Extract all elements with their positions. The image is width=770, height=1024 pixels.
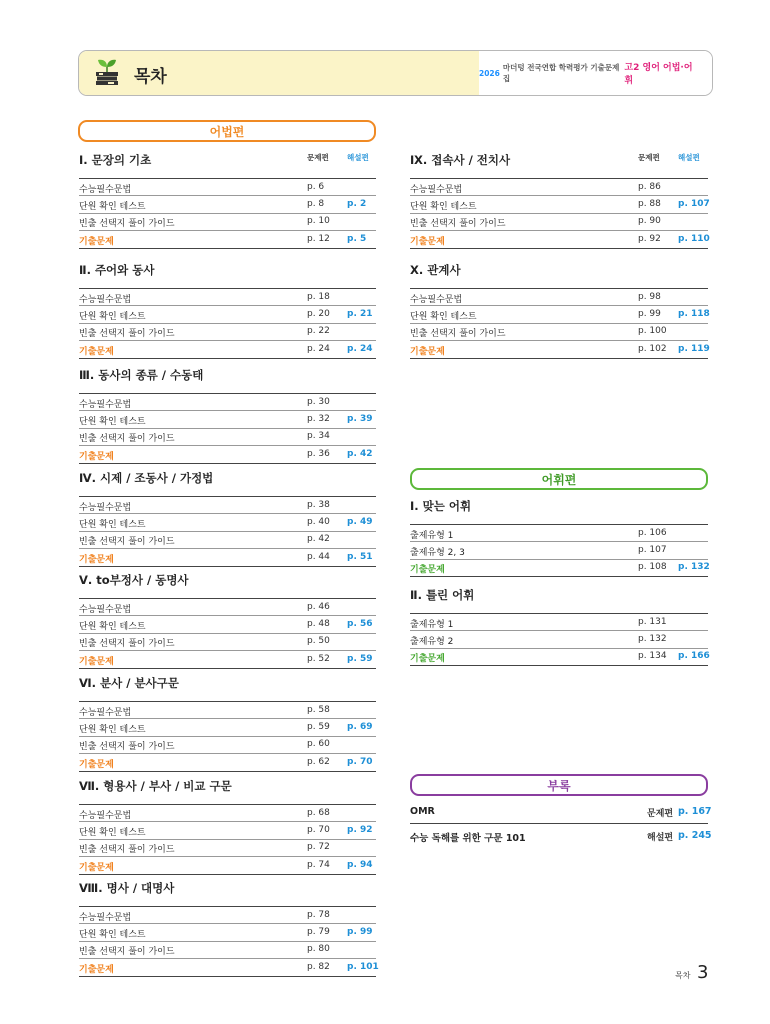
toc-row-page: p. 42 [307,534,330,545]
column-header-main: 문제편 [307,153,329,162]
toc-row-label: 수능필수문법 [410,185,463,195]
toc-row[interactable] [79,178,376,196]
toc-row-page: p. 60 [307,739,330,750]
toc-row-solution-page: p. 70 [347,756,373,767]
toc-row-label: 수능필수문법 [410,295,463,305]
appendix-label: 수능 독해를 위한 구문 101 [410,833,526,844]
toc-row-page: p. 131 [638,617,667,627]
toc-row-page: p. 100 [638,326,667,337]
toc-row-label: 수능필수문법 [79,913,132,923]
toc-row-page: p. 8 [307,198,325,209]
toc-row[interactable] [410,542,708,560]
toc-row-page: p. 46 [307,602,330,612]
header-title-area [79,51,479,95]
toc-row-page: p. 18 [307,292,330,302]
toc-row[interactable] [79,514,376,532]
toc-row[interactable] [410,323,708,341]
toc-row[interactable] [410,631,708,649]
toc-row-label: 빈출 선택지 풀이 가이드 [79,947,175,958]
toc-row-label: 단원 확인 테스트 [79,201,146,212]
toc-row-page: p. 50 [307,636,330,647]
toc-row-label: 단원 확인 테스트 [410,311,477,322]
toc-row-label: 수능필수문법 [79,811,132,821]
toc-row-page: p. 62 [307,756,330,767]
toc-row[interactable] [410,196,708,214]
toc-row-label: 단원 확인 테스트 [79,416,146,427]
toc-row-label: 수능필수문법 [79,185,132,195]
toc-row-page: p. 82 [307,961,330,972]
chapter-title: Ⅱ. 주어와 동사 [79,263,155,277]
toc-row[interactable] [79,736,376,754]
toc-row-solution-page: p. 42 [347,448,373,459]
toc-row[interactable] [79,941,376,959]
toc-row-page: p. 107 [638,544,667,555]
appendix-row[interactable] [410,830,712,850]
appendix-divider [410,823,708,824]
toc-row-solution-page: p. 49 [347,516,373,527]
toc-row[interactable] [79,288,376,306]
toc-row-label: 빈출 선택지 풀이 가이드 [79,639,175,650]
appendix-page: p. 245 [678,830,712,841]
chapter-title: Ⅸ. 접속사 / 전치사 [410,153,511,167]
toc-row-page: p. 32 [307,413,330,424]
toc-row[interactable] [79,341,376,359]
footer-label: 목차 [675,971,691,980]
toc-row-label: 기출문제 [79,554,114,565]
column-header-main: 문제편 [638,153,660,162]
page-number: 3 [697,962,709,983]
toc-row-solution-page: p. 51 [347,551,373,562]
toc-row[interactable] [79,959,379,977]
toc-row[interactable] [79,411,376,429]
plant-book-icon [93,57,121,87]
toc-row-page: p. 59 [307,721,330,732]
toc-row-solution-page: p. 101 [347,961,379,972]
toc-row[interactable] [79,906,376,924]
book-title [479,51,712,95]
toc-row[interactable] [79,839,376,857]
toc-row-page: p. 34 [307,431,330,442]
toc-row-page: p. 22 [307,326,330,337]
toc-row-label: 출제유형 1 [410,620,454,630]
chapter-title: Ⅹ. 관계사 [410,263,461,277]
toc-row[interactable] [79,598,376,616]
toc-row-page: p. 78 [307,910,330,920]
toc-row[interactable] [79,857,376,875]
toc-row-page: p. 38 [307,500,330,510]
toc-row[interactable] [410,306,708,324]
toc-row[interactable] [79,616,376,634]
toc-row-page: p. 68 [307,808,330,818]
chapter-title: Ⅳ. 시제 / 조동사 / 가정법 [79,471,214,485]
toc-row-solution-page: p. 99 [347,926,373,937]
toc-row-page: p. 132 [638,633,667,644]
toc-row-page: p. 98 [638,292,661,302]
toc-row-page: p. 48 [307,618,330,629]
toc-row-label: 빈출 선택지 풀이 가이드 [79,329,175,340]
toc-row-page: p. 102 [638,343,667,354]
toc-row-label: 수능필수문법 [79,503,132,513]
toc-row[interactable] [79,633,376,651]
toc-row-page: p. 6 [307,182,325,192]
section-banner-appendix: 부록 [410,774,708,796]
toc-row-page: p. 24 [307,343,330,354]
toc-row-solution-page: p. 24 [347,343,373,354]
toc-row[interactable] [79,393,376,411]
chapter-title: Ⅰ. 문장의 기초 [79,153,152,167]
toc-row[interactable] [79,213,376,231]
page-title: 목차 [134,67,167,87]
toc-row-solution-page: p. 119 [678,343,710,354]
column-header-solution: 해설편 [347,153,369,162]
toc-row[interactable] [410,524,708,542]
toc-row[interactable] [410,559,708,577]
toc-row-page: p. 20 [307,308,330,319]
toc-row[interactable] [79,446,376,464]
toc-row-solution-page: p. 110 [678,233,710,244]
toc-row-label: 빈출 선택지 풀이 가이드 [79,742,175,753]
toc-row-label: 기출문제 [79,964,114,975]
toc-row[interactable] [79,428,376,446]
toc-row-label: 출제유형 2, 3 [410,547,465,558]
toc-row-solution-page: p. 92 [347,824,373,835]
section-banner-grammar: 어법편 [78,120,376,142]
toc-row-solution-page: p. 107 [678,198,710,209]
toc-row-label: 단원 확인 테스트 [79,311,146,322]
toc-row-label: 빈출 선택지 풀이 가이드 [410,329,506,340]
toc-row[interactable] [410,648,708,666]
toc-row[interactable] [79,719,376,737]
toc-row-label: 기출문제 [410,346,445,357]
toc-header [78,50,713,96]
toc-row-solution-page: p. 59 [347,653,373,664]
toc-row-page: p. 90 [638,216,661,227]
toc-row[interactable] [410,178,708,196]
toc-row[interactable] [79,306,376,324]
toc-row-page: p. 10 [307,216,330,227]
appendix-tag: 해설편 [647,833,674,843]
toc-row-solution-page: p. 132 [678,562,710,573]
toc-row-label: 기출문제 [79,759,114,770]
toc-row[interactable] [410,288,708,306]
toc-row-label: 빈출 선택지 풀이 가이드 [79,537,175,548]
toc-row-label: 기출문제 [410,236,445,247]
toc-row-label: 빈출 선택지 풀이 가이드 [79,845,175,856]
toc-row-label: 단원 확인 테스트 [79,929,146,940]
toc-row-label: 기출문제 [79,451,114,462]
toc-row-label: 기출문제 [410,565,445,576]
appendix-tag: 문제편 [647,809,674,819]
toc-row[interactable] [410,341,708,359]
toc-row-label: 출제유형 2 [410,636,454,647]
toc-row-page: p. 36 [307,448,330,459]
toc-row[interactable] [79,651,376,669]
chapter-title: Ⅴ. to부정사 / 동명사 [79,573,189,587]
toc-row-page: p. 134 [638,651,667,662]
chapter-title: Ⅵ. 분사 / 분사구문 [79,676,179,690]
chapter-title: Ⅰ. 맞는 어휘 [410,499,472,513]
toc-row[interactable] [79,701,376,719]
toc-row-page: p. 74 [307,859,330,870]
toc-row-page: p. 92 [638,233,661,244]
toc-row-label: 기출문제 [79,236,114,247]
toc-row-label: 출제유형 1 [410,531,454,541]
book-highlight: 고2 영어 어법·어휘 [624,63,693,86]
toc-row-label: 단원 확인 테스트 [79,827,146,838]
toc-row-page: p. 99 [638,308,661,319]
toc-row-label: 빈출 선택지 풀이 가이드 [410,219,506,230]
toc-row-label: 빈출 선택지 풀이 가이드 [79,219,175,230]
toc-row-page: p. 30 [307,397,330,407]
toc-row[interactable] [79,549,376,567]
chapter-title: Ⅲ. 동사의 종류 / 수동태 [79,368,204,382]
toc-row[interactable] [79,496,376,514]
chapter-title: Ⅷ. 명사 / 대명사 [79,881,175,895]
toc-row[interactable] [410,231,708,249]
chapter-title: Ⅱ. 틀린 어휘 [410,588,475,602]
chapter-title: Ⅶ. 형용사 / 부사 / 비교 구문 [79,779,232,793]
toc-row-solution-page: p. 2 [347,198,367,209]
toc-row-page: p. 108 [638,562,667,573]
book-subtitle: 마더텅 전국연합 학력평가 기출문제집 [502,63,620,83]
toc-row[interactable] [79,804,376,822]
column-header-solution: 해설편 [678,153,700,162]
section-banner-vocab: 어휘편 [410,468,708,490]
toc-row-page: p. 12 [307,233,330,244]
toc-row[interactable] [79,231,376,249]
toc-row[interactable] [79,196,376,214]
toc-row-page: p. 40 [307,516,330,527]
toc-row-label: 수능필수문법 [79,605,132,615]
toc-row[interactable] [79,531,376,549]
appendix-page: p. 167 [678,806,712,817]
toc-row-label: 수능필수문법 [79,400,132,410]
toc-row[interactable] [410,213,708,231]
toc-row[interactable] [79,323,376,341]
book-year: 2026 [479,68,500,78]
toc-row-page: p. 86 [638,182,661,192]
toc-row-page: p. 88 [638,198,661,209]
toc-row-label: 기출문제 [79,862,114,873]
toc-row-page: p. 52 [307,653,330,664]
toc-row-solution-page: p. 166 [678,651,710,662]
toc-row-solution-page: p. 94 [347,859,373,870]
toc-row-label: 단원 확인 테스트 [79,621,146,632]
toc-row-page: p. 72 [307,842,330,853]
toc-row-label: 빈출 선택지 풀이 가이드 [79,434,175,445]
toc-row-label: 수능필수문법 [79,295,132,305]
toc-row-solution-page: p. 118 [678,308,710,319]
toc-row-label: 단원 확인 테스트 [79,724,146,735]
toc-row-label: 단원 확인 테스트 [79,519,146,530]
toc-row[interactable] [79,924,376,942]
toc-row[interactable] [79,754,376,772]
toc-row-label: 기출문제 [79,656,114,667]
toc-row-page: p. 80 [307,944,330,955]
toc-row-label: 단원 확인 테스트 [410,201,477,212]
toc-row[interactable] [79,822,376,840]
toc-row-label: 기출문제 [410,654,445,665]
toc-row-page: p. 106 [638,528,667,538]
toc-row[interactable] [410,613,708,631]
toc-row-label: 수능필수문법 [79,708,132,718]
toc-row-page: p. 70 [307,824,330,835]
toc-row-page: p. 44 [307,551,330,562]
toc-row-page: p. 79 [307,926,330,937]
toc-row-label: 기출문제 [79,346,114,357]
toc-row-solution-page: p. 69 [347,721,373,732]
appendix-label: OMR [410,806,435,817]
toc-row-solution-page: p. 39 [347,413,373,424]
toc-row-solution-page: p. 56 [347,618,373,629]
toc-row-solution-page: p. 21 [347,308,373,319]
toc-row-solution-page: p. 5 [347,233,367,244]
toc-row-page: p. 58 [307,705,330,715]
